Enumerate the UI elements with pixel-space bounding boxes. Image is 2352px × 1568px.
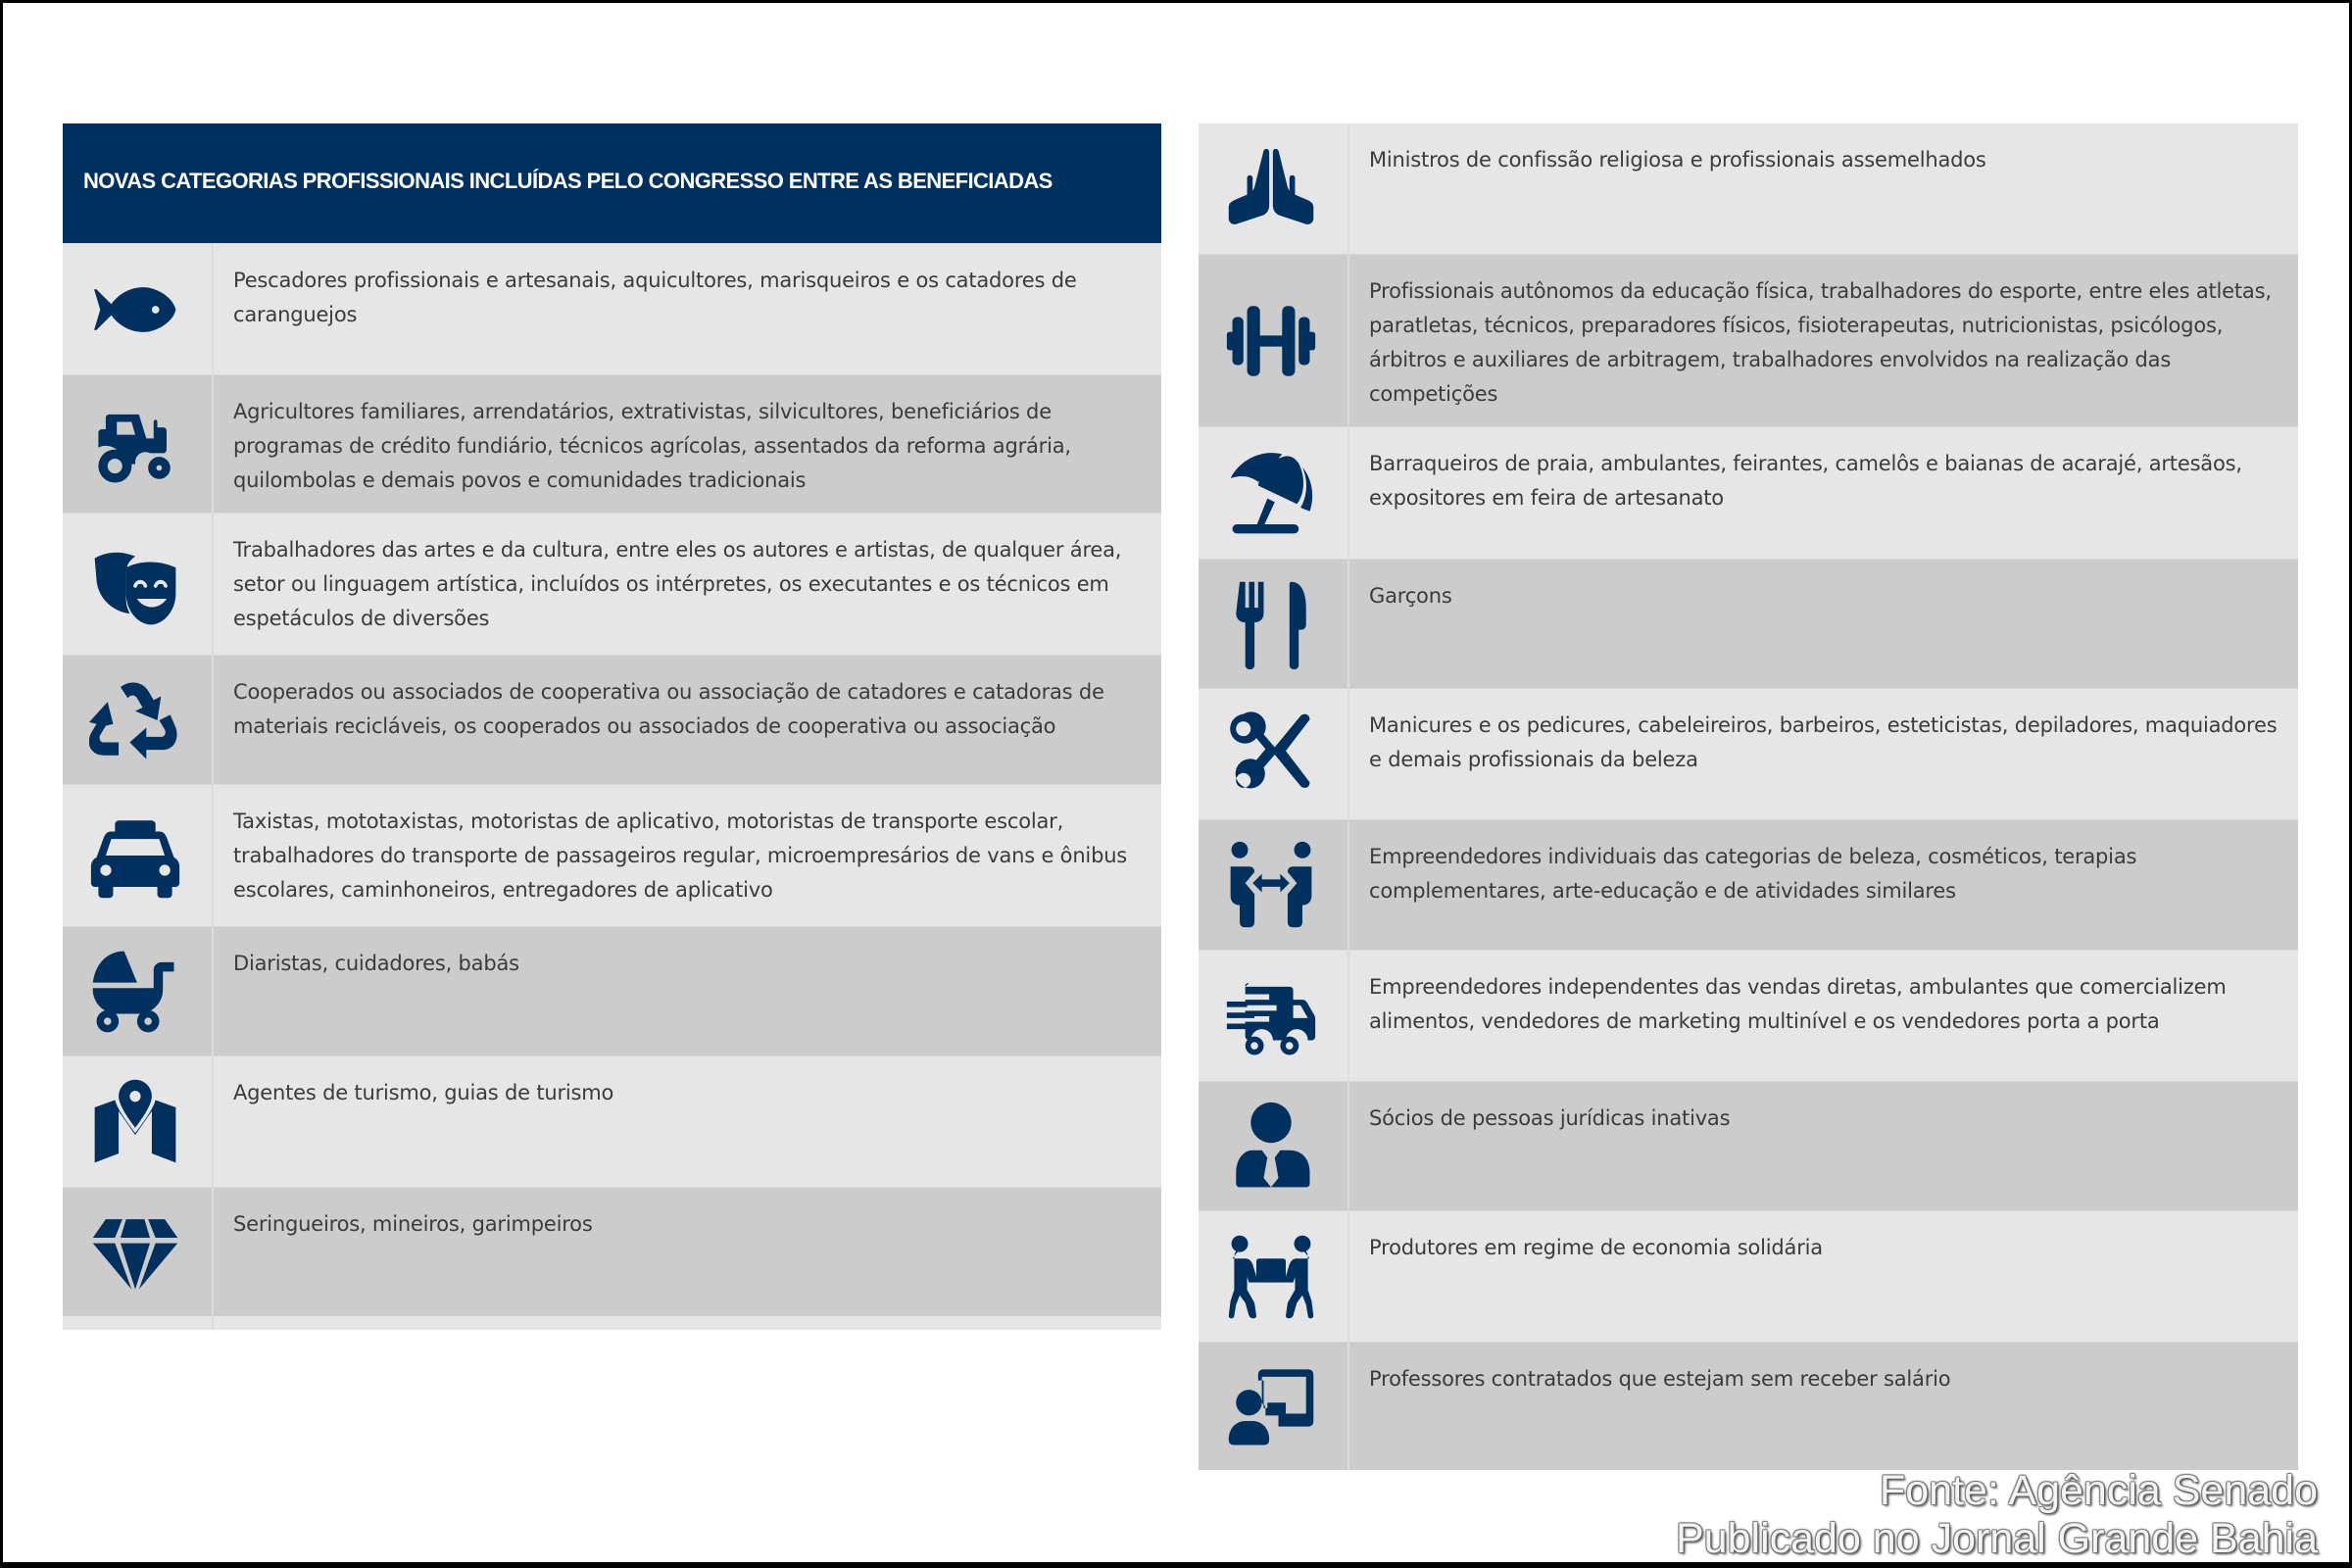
fish-icon	[63, 244, 214, 374]
table-row	[1199, 819, 2298, 950]
table-row	[1199, 1210, 2298, 1342]
categories-table-right	[1199, 123, 2298, 1470]
table-row	[1199, 1342, 2298, 1470]
row-text: Diaristas, cuidadores, babás	[233, 952, 519, 975]
table-row	[1199, 1081, 2298, 1210]
row-text: Sócios de pessoas jurídicas inativas	[1369, 1106, 1731, 1130]
categories-table-left	[63, 123, 1161, 1330]
table-row	[63, 374, 1161, 513]
row-text: Profissionais autônomos da educação física, trabalhadores do esporte, entre eles atletas, paratletas, técnicos, preparadores físicos, fisioterapeutas, nutricionistas, psicólogos, árbitros e auxiliares de arbitragem, trabalhadores envolvidos na realização das competições	[1369, 279, 2272, 406]
source-credit: Fonte: Agência Senado	[1879, 1467, 2318, 1514]
table-row	[63, 784, 1161, 926]
row-text: Barraqueiros de praia, ambulantes, feirantes, camelôs e baianas de acarajé, artesãos, expositores em feira de artesanato	[1369, 452, 2242, 510]
people-carry-icon	[1199, 1211, 1349, 1342]
table-row	[63, 513, 1161, 655]
utensils-icon	[1199, 560, 1349, 688]
praying-hands-icon	[1199, 123, 1349, 254]
table-row	[1199, 123, 2298, 254]
row-text: Garçons	[1369, 584, 1452, 608]
scissors-icon	[1199, 689, 1349, 819]
people-arrows-icon	[1199, 820, 1349, 950]
table-row	[1199, 688, 2298, 819]
tractor-icon	[63, 375, 214, 513]
table-row	[63, 1055, 1161, 1187]
table-title: NOVAS CATEGORIAS PROFISSIONAIS INCLUÍDAS PELO CONGRESSO ENTRE AS BENEFICIADAS	[63, 123, 1161, 243]
map-pin-icon	[63, 1056, 214, 1187]
theater-masks-icon	[63, 514, 214, 655]
row-text: Empreendedores independentes das vendas diretas, ambulantes que comercializem alimentos, vendedores de marketing multinível e os vendedores porta a porta	[1369, 975, 2227, 1033]
recycle-icon	[63, 656, 214, 784]
dumbbell-icon	[1199, 255, 1349, 426]
publisher-credit: Publicado no Jornal Grande Bahia	[1676, 1515, 2318, 1562]
shipping-fast-icon	[1199, 951, 1349, 1081]
table-row	[1199, 254, 2298, 426]
row-text: Taxistas, mototaxistas, motoristas de aplicativo, motoristas de transporte escolar, trabalhadores do transporte de passageiros regular, microempresários de vans e ônibus escolares, caminhoneiros, entregadores de aplicativo	[233, 809, 1128, 902]
table-row	[63, 655, 1161, 784]
row-text: Cooperados ou associados de cooperativa ou associação de catadores e catadoras de materiais recicláveis, os cooperados ou associados de cooperativa ou associação	[233, 680, 1104, 738]
table-row	[1199, 426, 2298, 559]
row-text: Agentes de turismo, guias de turismo	[233, 1081, 614, 1104]
table-row	[1199, 559, 2298, 688]
table-row	[63, 243, 1161, 374]
row-text: Professores contratados que estejam sem receber salário	[1369, 1367, 1951, 1391]
table-row	[63, 926, 1161, 1055]
beach-umbrella-icon	[1199, 427, 1349, 559]
taxi-icon	[63, 785, 214, 926]
row-text: Manicures e os pedicures, cabeleireiros, barbeiros, esteticistas, depiladores, maquiadores e demais profissionais da beleza	[1369, 713, 2278, 771]
table-row	[1199, 950, 2298, 1081]
table-row-partial	[63, 1316, 1161, 1330]
row-text: Agricultores familiares, arrendatários, extrativistas, silvicultores, beneficiários de programas de crédito fundiário, técnicos agrícolas, assentados da reforma agrária, quilombolas e demais povos e comunidades tradicionais	[233, 400, 1071, 492]
chalkboard-teacher-icon	[1199, 1343, 1349, 1470]
row-text: Seringueiros, mineiros, garimpeiros	[233, 1212, 593, 1236]
row-text: Produtores em regime de economia solidária	[1369, 1236, 1823, 1259]
baby-carriage-icon	[63, 927, 214, 1055]
row-text: Pescadores profissionais e artesanais, aquicultores, marisqueiros e os catadores de caranguejos	[233, 269, 1077, 326]
user-tie-icon	[1199, 1082, 1349, 1210]
diamond-icon	[63, 1188, 214, 1316]
empty-icon-cell	[63, 1316, 214, 1330]
row-text: Trabalhadores das artes e da cultura, entre eles os autores e artistas, de qualquer área, setor ou linguagem artística, incluídos os intérpretes, os executantes e os técnicos em espetáculos de diversões	[233, 538, 1122, 630]
row-text: Ministros de confissão religiosa e profissionais assemelhados	[1369, 148, 1986, 172]
row-text: Empreendedores individuais das categorias de beleza, cosméticos, terapias complementares, arte-educação e de atividades similares	[1369, 845, 2137, 903]
table-row	[63, 1187, 1161, 1316]
